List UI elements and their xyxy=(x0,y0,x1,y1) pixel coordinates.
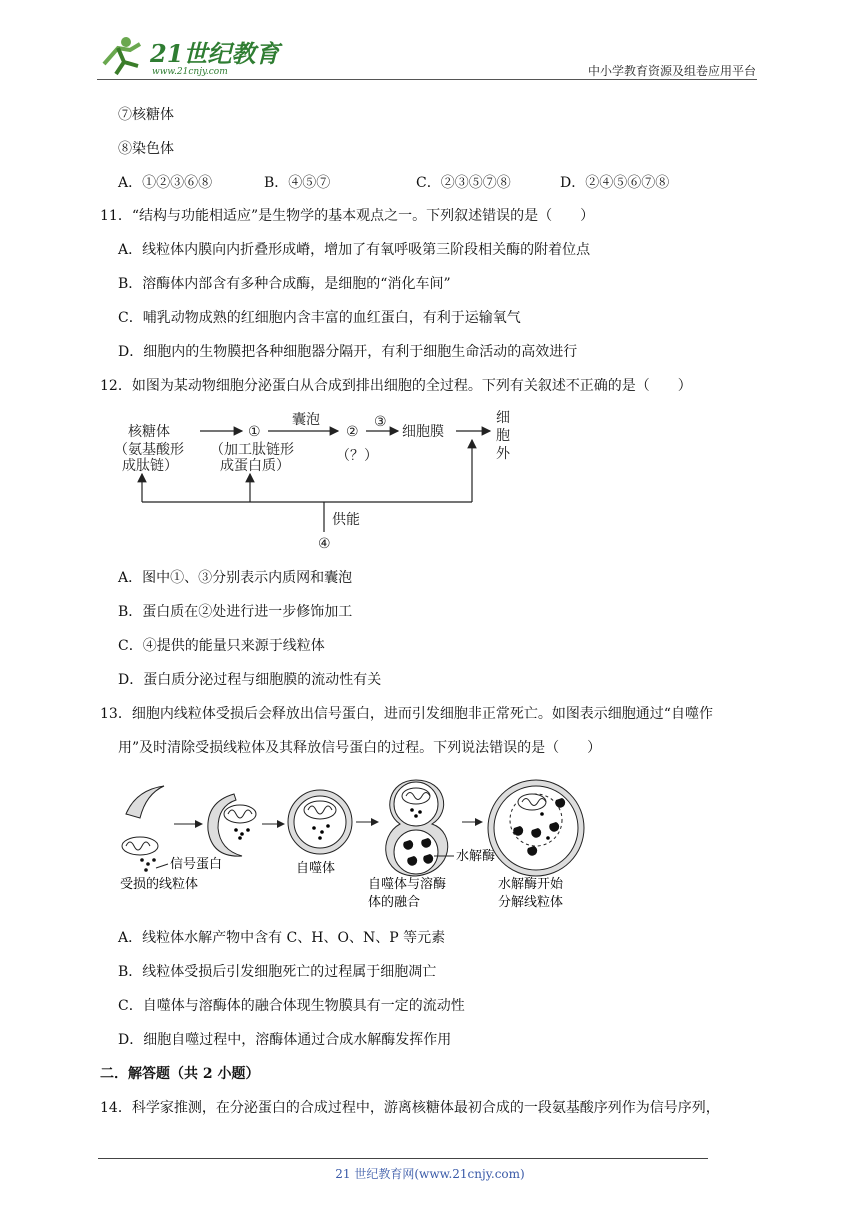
fig13-signal-label: 信号蛋白 xyxy=(170,857,223,872)
fig12-n1-sub2: 成蛋白质） xyxy=(220,458,290,474)
q12-option-b: B．蛋白质在②处进行进一步修饰加工 xyxy=(118,604,353,620)
q12-option-c: C．④提供的能量只来源于线粒体 xyxy=(118,638,325,654)
fig12-ribosome-sub1: （氨基酸形 xyxy=(114,442,184,458)
q11-option-b: B．溶酶体内部含有多种合成酶，是细胞的“消化车间” xyxy=(118,276,451,292)
q11-option-c: C．哺乳动物成熟的红细胞内含丰富的血红蛋白，有利于运输氧气 xyxy=(118,310,521,326)
fig13-start-label-2: 分解线粒体 xyxy=(498,895,564,910)
q12-option-a: A．图中①、③分别表示内质网和囊泡 xyxy=(118,570,353,586)
secretion-pathway-diagram xyxy=(110,404,530,554)
fig13-autophagosome xyxy=(288,790,352,854)
fig13-fusion-label-2: 体的融合 xyxy=(368,895,421,910)
logo-text: 21世纪教育 xyxy=(150,39,280,68)
fig12-energy-label: 供能 xyxy=(332,512,360,528)
q13-option-d: D．细胞自噬过程中，溶酶体通过合成水解酶发挥作用 xyxy=(118,1032,452,1048)
fig13-signal-pointer xyxy=(156,864,168,868)
fig12-number-4: ④ xyxy=(318,536,331,552)
section-2-heading: 二．解答题（共 2 小题） xyxy=(100,1066,260,1082)
fig13-damaged-mitochondrion xyxy=(122,837,158,855)
fig12-number-1: ① xyxy=(248,424,261,440)
q12-option-d: D．蛋白质分泌过程与细胞膜的流动性有关 xyxy=(118,672,382,688)
q11-option-a: A．线粒体内膜向内折叠形成嵴，增加了有氧呼吸第三阶段相关酶的附着位点 xyxy=(118,242,591,258)
logo-url: www.21cnjy.com xyxy=(152,67,228,77)
q11-option-d: D．细胞内的生物膜把各种细胞器分隔开，有利于细胞生命活动的高效进行 xyxy=(118,344,578,360)
q11-stem: 11．“结构与功能相适应”是生物学的基本观点之一。下列叙述错误的是（ ） xyxy=(100,208,595,224)
q13-stem-line2: 用”及时清除受损线粒体及其释放信号蛋白的过程。下列说法错误的是（ ） xyxy=(118,740,602,756)
fig13-phagophore xyxy=(126,786,164,818)
q13-option-c: C．自噬体与溶酶体的融合体现生物膜具有一定的流动性 xyxy=(118,998,465,1014)
q10-option-d: D．②④⑤⑥⑦⑧ xyxy=(560,175,670,191)
runner-icon xyxy=(104,37,140,74)
q10-option-b: B．④⑤⑦ xyxy=(264,175,331,191)
q14-stem: 14．科学家推测，在分泌蛋白的合成过程中，游离核糖体最初合成的一段氨基酸序列作为信号序列， xyxy=(100,1100,720,1116)
autophagy-diagram xyxy=(116,772,596,922)
fig13-autophagosome-label: 自噬体 xyxy=(296,861,336,876)
q13-stem-line1: 13．细胞内线粒体受损后会释放出信号蛋白，进而引发细胞非正常死亡。如图表示细胞通过“自噬作 xyxy=(100,706,713,722)
fig12-n1-sub1: （加工肽链形 xyxy=(210,442,294,458)
item-8: ⑧染色体 xyxy=(118,141,174,157)
fig12-vesicle-label: 囊泡 xyxy=(292,412,320,428)
site-logo xyxy=(96,34,280,78)
fig13-hydrolase-label: 水解酶 xyxy=(456,849,496,864)
fig12-outside-1: 细 xyxy=(496,410,510,426)
fig13-start-label-1: 水解酶开始 xyxy=(498,877,564,892)
fig12-ribosome-label: 核糖体 xyxy=(128,424,170,440)
fig13-hydrolysis-stage xyxy=(488,780,584,876)
fig13-fusion-label-1: 自噬体与溶酶 xyxy=(368,877,447,892)
footer-text: 21 世纪教育网(www.21cnjy.com) xyxy=(335,1167,525,1181)
fig13-engulfing-stage xyxy=(208,794,256,856)
q13-option-b: B．线粒体受损后引发细胞死亡的过程属于细胞凋亡 xyxy=(118,964,437,980)
fig12-ribosome-sub2: 成肽链） xyxy=(122,458,178,474)
fig12-n2-sub: （？） xyxy=(336,448,378,464)
q13-option-a: A．线粒体水解产物中含有 C、H、O、N、P 等元素 xyxy=(118,930,446,946)
header-platform-text: 中小学教育资源及组卷应用平台 xyxy=(587,64,756,78)
fig12-number-3: ③ xyxy=(374,414,387,430)
fig12-membrane-label: 细胞膜 xyxy=(402,424,444,440)
fig12-number-2: ② xyxy=(346,424,359,440)
q10-option-a: A．①②③⑥⑧ xyxy=(118,175,213,191)
fig12-outside-3: 外 xyxy=(496,446,510,462)
item-7: ⑦核糖体 xyxy=(118,107,174,123)
fig13-signal-dots xyxy=(140,858,156,872)
fig13-fusion-stage xyxy=(386,780,448,876)
footer-divider xyxy=(98,1158,708,1159)
q12-stem: 12．如图为某动物细胞分泌蛋白从合成到排出细胞的全过程。下列有关叙述不正确的是（ ） xyxy=(100,378,692,394)
fig13-damaged-label: 受损的线粒体 xyxy=(120,877,199,892)
fig12-outside-2: 胞 xyxy=(496,428,510,444)
header-divider xyxy=(97,79,757,80)
q10-option-c: C．②③⑤⑦⑧ xyxy=(416,175,511,191)
